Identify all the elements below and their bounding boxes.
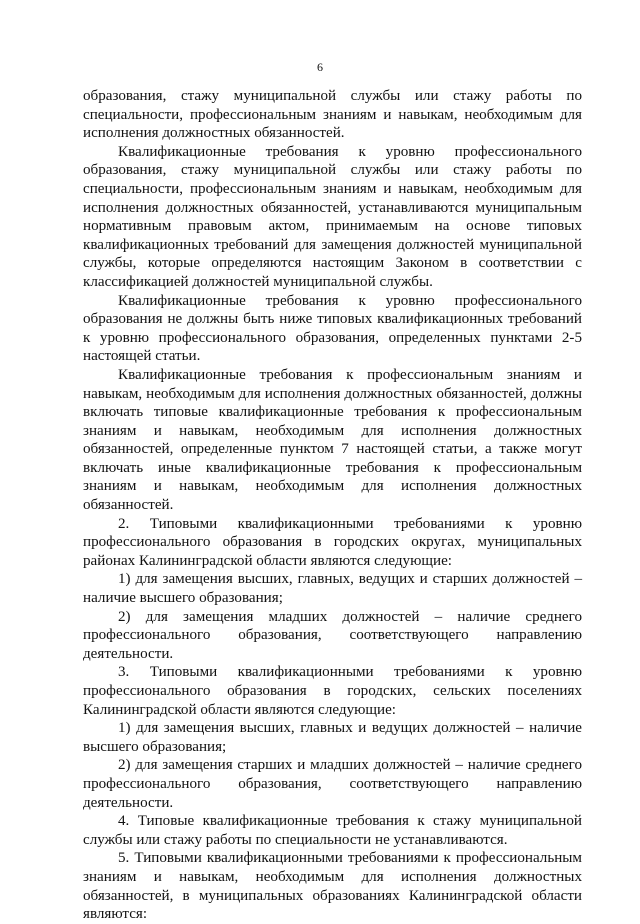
paragraph-education-level-minimum: Квалификационные требования к уровню профессионального образования не должны быть ниже типовых квалификационных требований к уровню профессионального образования, определенных пунктами 2-5 настоящей статьи.	[83, 292, 582, 365]
document-body	[83, 87, 582, 924]
paragraph-knowledge-skills: Квалификационные требования к профессиональным знаниям и навыкам, необходимым для исполнения должностных обязанностей, должны включать типовые квалификационные требования к профессиональным знаниям и навыкам, необходимым для исполнения должностных обязанностей, определенные пунктом 7 настоящей статьи, а также могут включать иные квалификационные требования к профессиональным знаниям и навыкам, необходимым для исполнения должностных обязанностей.	[83, 366, 582, 514]
paragraph-qualification-requirements: Квалификационные требования к уровню профессионального образования, стажу муниципальной службы или стажу работы по специальности, профессиональным знаниям и навыкам, необходимым для исполнения должностных обязанностей, устанавливаются муниципальным нормативным правовым актом, принимаемым на основе типовых квалификационных требований для замещения должностей муниципальной службы, которые определяются настоящим Законом в соответствии с классификацией должностей муниципальной службы.	[83, 143, 582, 290]
clause-3-item-2: 2) для замещения старших и младших должностей – наличие среднего профессионального образования, соответствующего направлению деятельности.	[83, 757, 582, 811]
clause-2-item-2: 2) для замещения младших должностей – наличие среднего профессионального образования, соответствующего направлению деятельности.	[83, 608, 582, 662]
clause-2: 2. Типовыми квалификационными требованиями к уровню профессионального образования в городских округах, муниципальных районах Калининградской области являются следующие:	[83, 515, 582, 569]
clause-3-item-1: 1) для замещения высших, главных и ведущих должностей – наличие высшего образования;	[83, 720, 582, 755]
page-number: 6	[317, 60, 323, 74]
clause-3: 3. Типовыми квалификационными требованиями к уровню профессионального образования в городских, сельских поселениях Калининградской области являются следующие:	[83, 664, 582, 718]
clause-4: 4. Типовые квалификационные требования к стажу муниципальной службы или стажу работы по специальности не устанавливаются.	[83, 813, 582, 848]
clause-2-item-1: 1) для замещения высших, главных, ведущих и старших должностей – наличие высшего образования;	[83, 571, 582, 607]
clause-5: 5. Типовыми квалификационными требованиями к профессиональным знаниям и навыкам, необходимым для исполнения должностных обязанностей, в муниципальных образованиях Калининградской области являются:	[83, 850, 582, 923]
paragraph-continuation: образования, стажу муниципальной службы или стажу работы по специальности, профессиональным знаниям и навыкам, необходимым для исполнения должностных обязанностей.	[83, 88, 582, 142]
